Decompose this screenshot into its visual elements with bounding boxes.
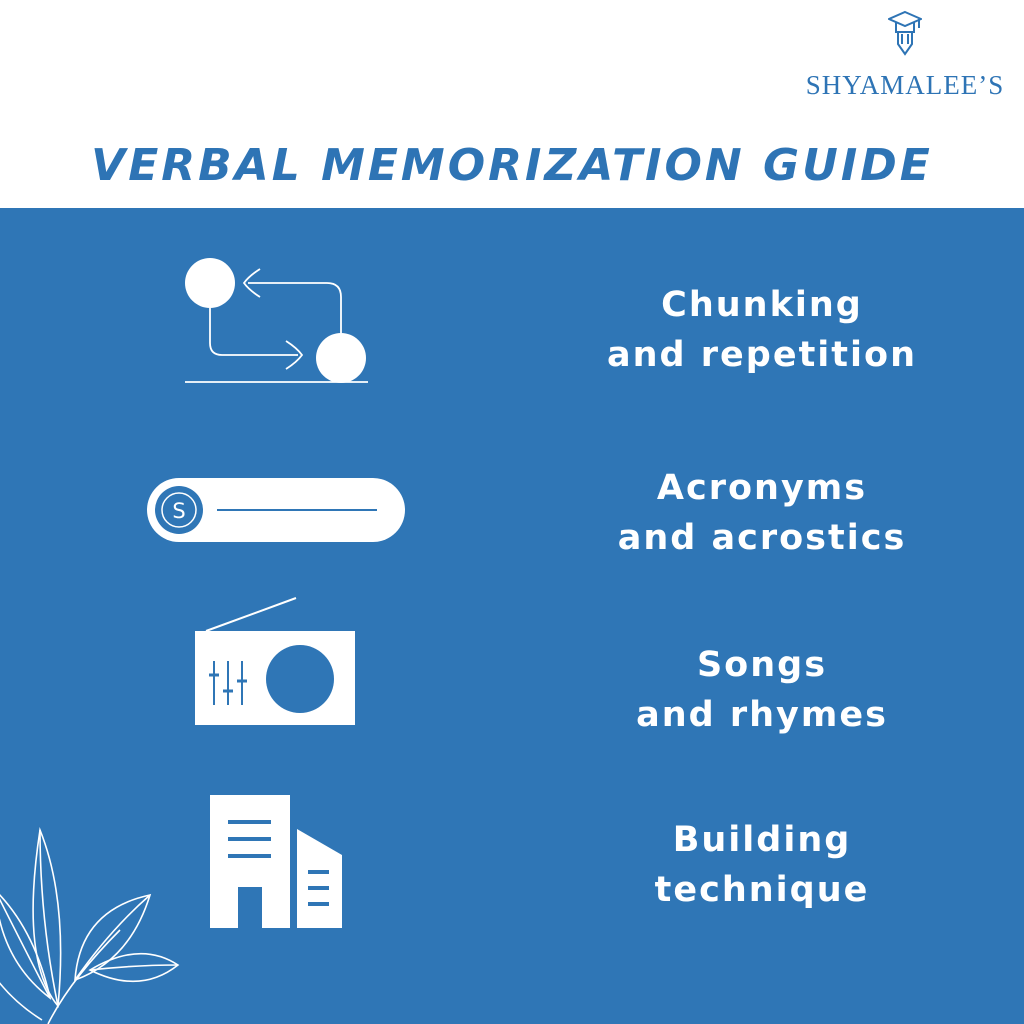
page-title: VERBAL MEMORIZATION GUIDE	[91, 140, 933, 191]
leaf-branch-icon	[0, 820, 180, 1024]
brand-name: SHYAMALEE’S	[805, 70, 1005, 100]
search-bar-letter: S	[172, 499, 186, 523]
flow-cycle-icon	[180, 255, 375, 390]
radio-icon	[190, 595, 360, 730]
item-label-acronyms: Acronyms and acrostics	[617, 468, 907, 558]
item-label-songs: Songs and rhymes	[636, 645, 888, 735]
item-label-chunking: Chunking and repetition	[607, 285, 917, 375]
search-bar-icon	[145, 476, 407, 544]
item-label-building: Building technique	[654, 820, 870, 910]
brand-logo	[790, 10, 1020, 100]
building-icon	[205, 795, 350, 930]
graduation-pencil-icon	[888, 10, 922, 56]
